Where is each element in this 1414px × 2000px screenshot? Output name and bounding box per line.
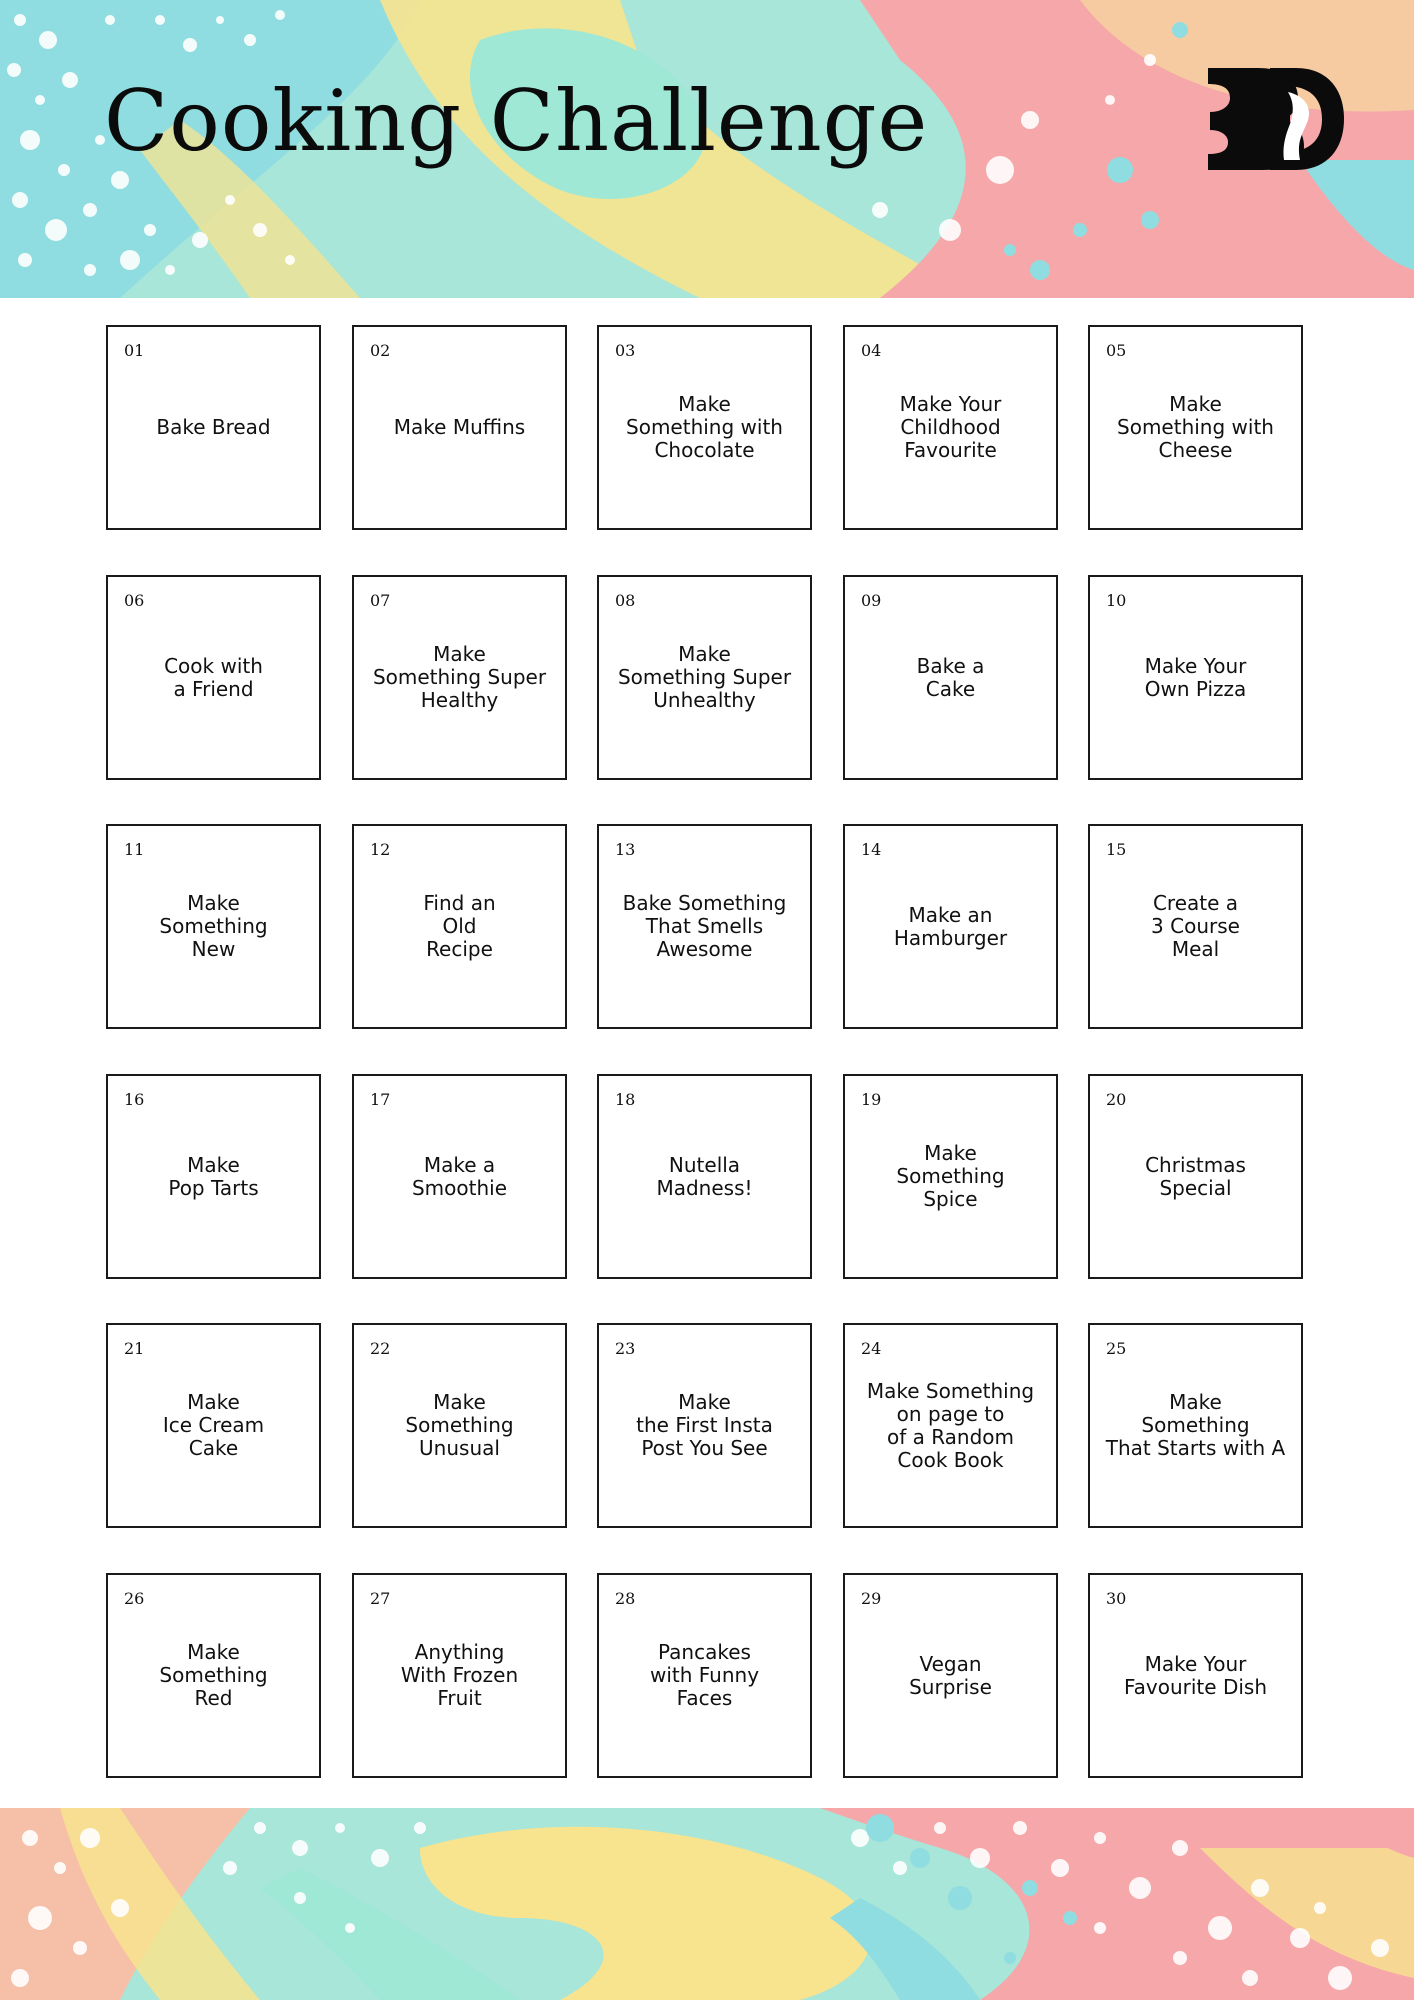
challenge-card <box>106 1323 321 1528</box>
challenge-number: 27 <box>370 1589 391 1608</box>
challenge-label: Make Something Red <box>159 1640 268 1710</box>
challenge-card <box>106 325 321 530</box>
challenge-card <box>1088 824 1303 1029</box>
page-title: Cooking Challenge <box>104 72 929 170</box>
challenge-label: Make Something Super Healthy <box>372 642 547 712</box>
challenge-number: 29 <box>861 1589 882 1608</box>
challenge-number: 06 <box>124 591 145 610</box>
challenge-card <box>843 1323 1058 1528</box>
challenge-card <box>352 575 567 780</box>
challenge-card <box>352 824 567 1029</box>
challenge-card <box>1088 325 1303 530</box>
challenge-card <box>843 1074 1058 1279</box>
challenge-number: 16 <box>124 1090 145 1109</box>
challenge-label: Make Something Unusual <box>405 1390 514 1460</box>
challenge-card <box>1088 1323 1303 1528</box>
challenge-label: Make Muffins <box>393 415 526 439</box>
challenge-number: 22 <box>370 1339 391 1358</box>
challenge-label: Make Something on page to of a Random Cook Book <box>866 1378 1035 1472</box>
footer-background <box>0 1808 1414 2000</box>
challenge-card <box>843 1573 1058 1778</box>
challenge-card <box>597 1074 812 1279</box>
challenge-card <box>597 325 812 530</box>
challenge-number: 11 <box>124 840 145 859</box>
challenge-card <box>106 824 321 1029</box>
challenge-label: Make Pop Tarts <box>168 1152 259 1200</box>
challenge-label: Make Something Super Unhealthy <box>617 642 792 712</box>
challenge-label: Make Something with Cheese <box>1117 392 1274 462</box>
challenge-card <box>106 1573 321 1778</box>
challenge-number: 28 <box>615 1589 636 1608</box>
challenge-number: 25 <box>1106 1339 1127 1358</box>
challenge-label: Make Something That Starts with A <box>1105 1390 1286 1460</box>
challenge-number: 12 <box>370 840 391 859</box>
challenge-number: 30 <box>1106 1589 1127 1608</box>
challenge-number: 01 <box>124 341 145 360</box>
challenge-number: 14 <box>861 840 882 859</box>
challenge-label: Make Your Childhood Favourite <box>899 392 1002 462</box>
challenge-card <box>1088 575 1303 780</box>
challenge-label: Pancakes with Funny Faces <box>649 1640 760 1710</box>
challenge-number: 18 <box>615 1090 636 1109</box>
challenge-number: 13 <box>615 840 636 859</box>
challenge-number: 08 <box>615 591 636 610</box>
challenge-label: Find an Old Recipe <box>423 891 496 961</box>
challenge-label: Make Something New <box>159 891 268 961</box>
challenge-label: Nutella Madness! <box>656 1152 753 1200</box>
challenge-number: 26 <box>124 1589 145 1608</box>
challenge-label: Christmas Special <box>1145 1152 1246 1200</box>
challenge-label: Make Your Favourite Dish <box>1123 1651 1267 1699</box>
challenge-label: Make Something with Chocolate <box>626 392 783 462</box>
challenge-card <box>352 325 567 530</box>
challenge-label: Bake a Cake <box>916 653 985 701</box>
challenge-number: 20 <box>1106 1090 1127 1109</box>
challenge-number: 05 <box>1106 341 1127 360</box>
challenge-number: 07 <box>370 591 391 610</box>
challenge-label: Make the First Insta Post You See <box>636 1390 773 1460</box>
challenge-number: 03 <box>615 341 636 360</box>
challenge-card <box>597 575 812 780</box>
challenge-number: 23 <box>615 1339 636 1358</box>
challenge-card <box>597 824 812 1029</box>
challenge-number: 19 <box>861 1090 882 1109</box>
challenge-card <box>597 1573 812 1778</box>
challenge-label: Anything With Frozen Fruit <box>400 1640 519 1710</box>
challenge-label: Make Something Spice <box>896 1141 1005 1211</box>
challenge-number: 09 <box>861 591 882 610</box>
challenge-card <box>106 1074 321 1279</box>
challenge-label: Make Your Own Pizza <box>1144 653 1247 701</box>
challenge-label: Bake Something That Smells Awesome <box>622 891 787 961</box>
challenge-card <box>352 1573 567 1778</box>
bd-monogram-logo-icon <box>1200 62 1346 174</box>
challenge-label: Bake Bread <box>156 415 271 439</box>
challenge-number: 02 <box>370 341 391 360</box>
challenge-card <box>597 1323 812 1528</box>
challenge-label: Make an Hamburger <box>893 902 1008 950</box>
challenge-card <box>843 824 1058 1029</box>
challenge-card <box>106 575 321 780</box>
challenge-label: Make a Smoothie <box>411 1152 508 1200</box>
challenge-card <box>1088 1074 1303 1279</box>
challenge-label: Vegan Surprise <box>909 1651 992 1699</box>
challenge-number: 17 <box>370 1090 391 1109</box>
challenge-number: 24 <box>861 1339 882 1358</box>
challenge-card <box>352 1074 567 1279</box>
challenge-card <box>843 575 1058 780</box>
challenge-label: Cook with a Friend <box>164 653 263 701</box>
challenge-card <box>352 1323 567 1528</box>
challenge-number: 10 <box>1106 591 1127 610</box>
challenge-card <box>1088 1573 1303 1778</box>
challenge-label: Make Ice Cream Cake <box>162 1390 265 1460</box>
challenge-label: Create a 3 Course Meal <box>1151 891 1240 961</box>
challenge-card <box>843 325 1058 530</box>
painted-pattern-bottom <box>0 1808 1414 2000</box>
challenge-number: 15 <box>1106 840 1127 859</box>
challenge-number: 04 <box>861 341 882 360</box>
challenge-number: 21 <box>124 1339 145 1358</box>
